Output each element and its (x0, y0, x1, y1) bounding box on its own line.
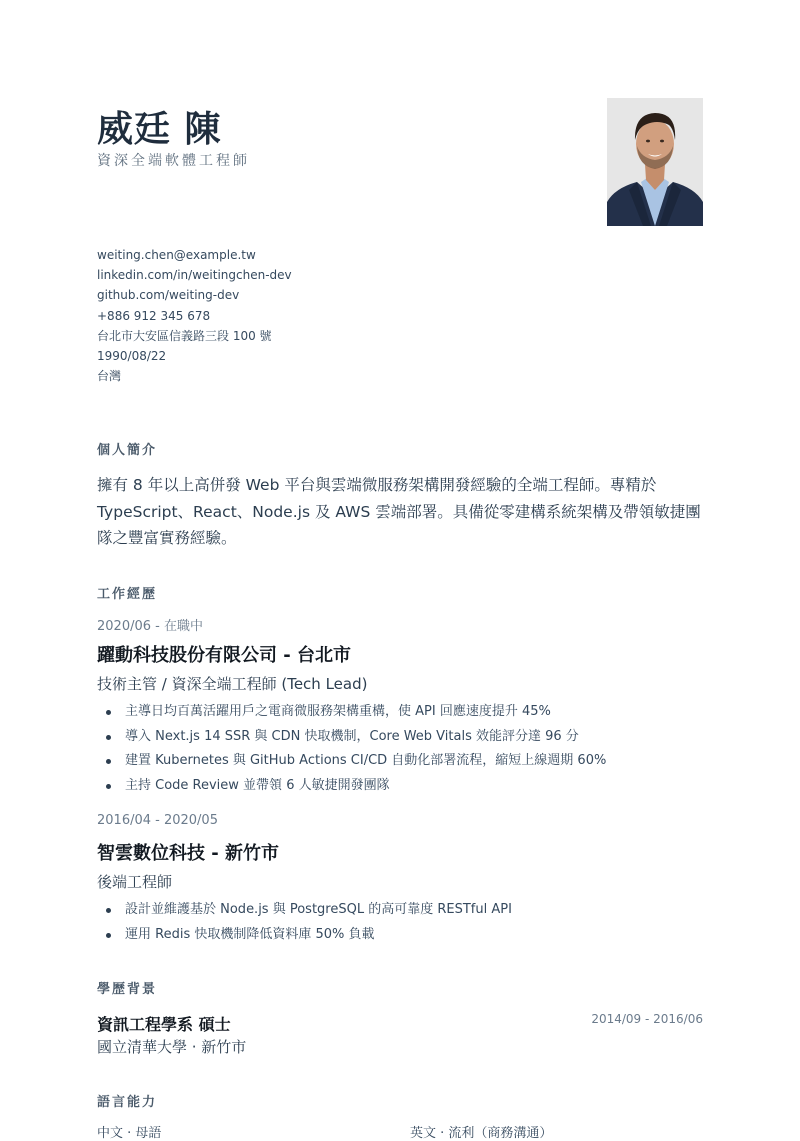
email[interactable]: weiting.chen@example.tw (97, 248, 256, 262)
job-period: 2016/04 - 2020/05 (97, 813, 218, 828)
experience-heading: 工作經歷 (97, 587, 158, 602)
resume-page (97, 0, 703, 1141)
list-item: 主導日均百萬活躍用戶之電商微服務架構重構，使 API 回應速度提升 45% (97, 700, 606, 725)
education-heading: 學歷背景 (97, 982, 158, 997)
school: 國立清華大學 · 新竹市 (97, 1038, 247, 1056)
candidate-name: 威廷 陳 (97, 109, 222, 150)
nationality: 台灣 (97, 369, 122, 384)
list-item: 運用 Redis 快取機制降低資料庫 50% 負載 (97, 923, 512, 948)
profile-photo (607, 98, 703, 226)
contact-info (97, 245, 292, 386)
education-period: 2014/09 - 2016/06 (591, 1012, 703, 1026)
job-period: 2020/06 - 在職中 (97, 619, 203, 634)
degree: 資訊工程學系 碩士 (97, 1015, 231, 1034)
github-link[interactable]: github.com/weiting-dev (97, 288, 240, 303)
job-title: 資深全端軟體工程師 (97, 153, 250, 169)
list-item: 建置 Kubernetes 與 GitHub Actions CI/CD 自動化部署流程，縮短上線週期 60% (97, 749, 606, 774)
job-role: 後端工程師 (97, 873, 173, 891)
job-role: 技術主管 / 資深全端工程師 (Tech Lead) (97, 675, 368, 693)
job-company: 智雲數位科技 - 新竹市 (97, 843, 280, 864)
list-item: 導入 Next.js 14 SSR 與 CDN 快取機制，Core Web Vitals 效能評分達 96 分 (97, 725, 606, 750)
list-item: 主持 Code Review 並帶領 6 人敏捷開發團隊 (97, 774, 606, 799)
language-item: 中文 · 母語 (97, 1126, 162, 1141)
birthdate: 1990/08/22 (97, 349, 167, 364)
job-achievements (97, 898, 512, 947)
job-company: 躍動科技股份有限公司 - 台北市 (97, 645, 352, 666)
address: 台北市大安區信義路三段 100 號 (97, 328, 272, 343)
job-achievements (97, 700, 606, 798)
language-item: 英文 · 流利（商務溝通） (410, 1126, 553, 1141)
phone: +886 912 345 678 (97, 308, 211, 323)
list-item: 設計並維護基於 Node.js 與 PostgreSQL 的高可靠度 RESTful API (97, 898, 512, 923)
languages-heading: 語言能力 (97, 1095, 158, 1110)
linkedin-link[interactable]: linkedin.com/in/weitingchen-dev (97, 268, 292, 283)
summary-text: 擁有 8 年以上高併發 Web 平台與雲端微服務架構開發經驗的全端工程師。專精於 TypeScript、React、Node.js 及 AWS 雲端部署。具備從零建構系統架構及帶領敏捷團隊之豐富實務經驗。 (97, 476, 701, 547)
profile-photo-illustration (607, 98, 703, 226)
summary-heading: 個人簡介 (97, 443, 158, 458)
